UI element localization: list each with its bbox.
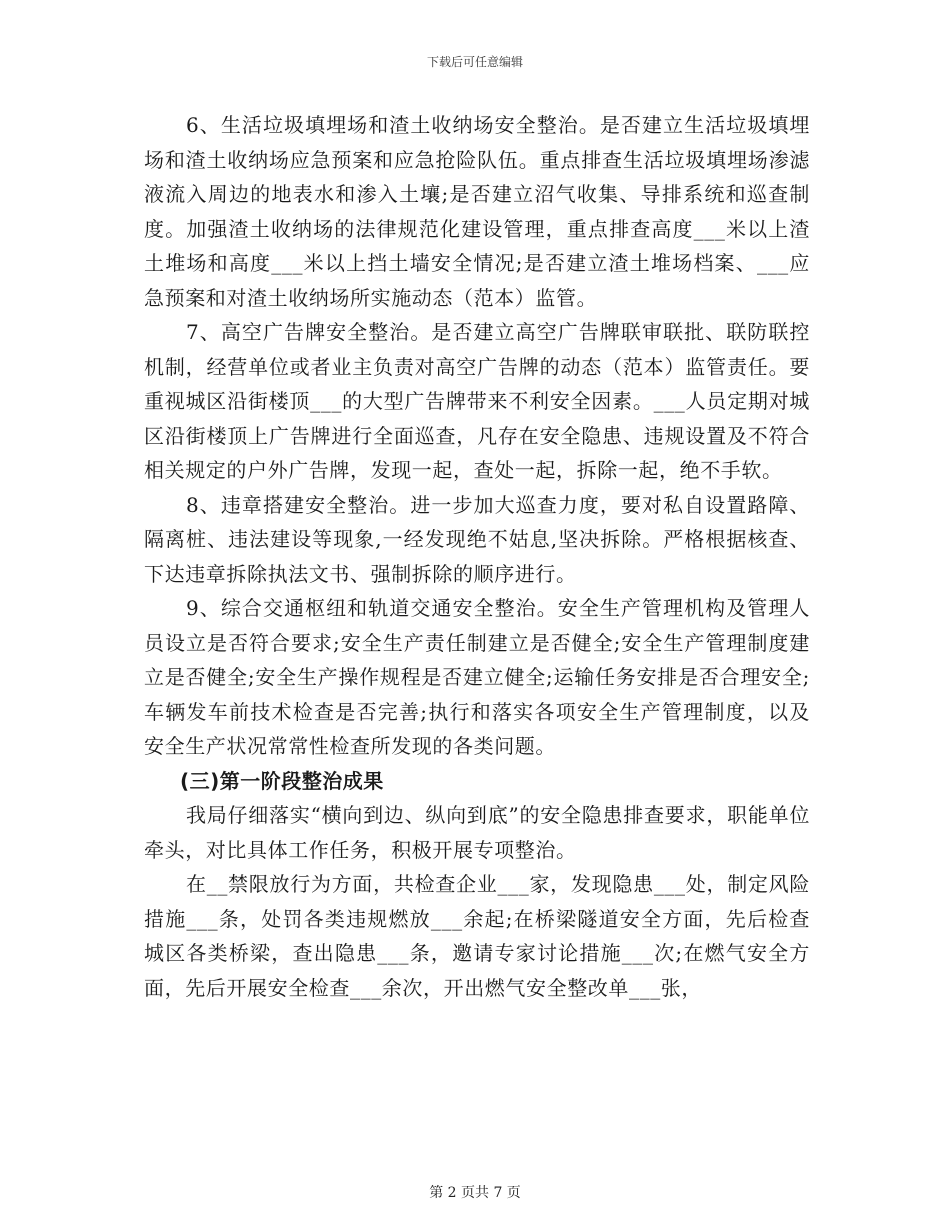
section-heading: (三)第一阶段整治成果	[180, 768, 384, 793]
page-footer: 第 2 页共 7 页	[429, 1185, 521, 1201]
paragraph-statistics: 在__禁限放行为方面，共检查企业___家，发现隐患___处，制定风险措施___条，处罚各类违规燃放___余起;在桥梁隧道安全方面，先后检查城区各类桥梁，查出隐患___条，邀请专家讨论措施___次;在燃气安全方面，先后开展安全检查___余次，开出燃气安全整改单___张，	[144, 872, 810, 1000]
page-header: 下载后可任意编辑	[426, 55, 523, 69]
paragraph-summary: 我局仔细落实“横向到边、纵向到底”的安全隐患排查要求，职能单位牵头，对比具体工作任务，积极开展专项整治。	[144, 803, 810, 862]
document-body	[144, 108, 810, 1005]
paragraph-item-8: 8、违章搭建安全整治。进一步加大巡查力度，要对私自设置路障、隔离桩、违法建设等现象,一经发现绝不姑息,坚决拆除。严格根据核查、下达违章拆除执法文书、强制拆除的顺序进行。	[144, 492, 810, 586]
paragraph-item-7: 7、高空广告牌安全整治。是否建立高空广告牌联审联批、联防联控机制，经营单位或者业主负责对高空广告牌的动态（范本）监管责任。要重视城区沿街楼顶___的大型广告牌带来不利安全因素。___人员定期对城区沿街楼顶上广告牌进行全面巡查，凡存在安全隐患、违规设置及不符合相关规定的户外广告牌，发现一起，查处一起，拆除一起，绝不手软。	[144, 320, 810, 482]
paragraph-item-9: 9、综合交通枢纽和轨道交通安全整治。安全生产管理机构及管理人员设立是否符合要求;安全生产责任制建立是否健全;安全生产管理制度建立是否健全;安全生产操作规程是否建立健全;运输任务安排是否合理安全;车辆发车前技术检查是否完善;执行和落实各项安全生产管理制度，以及安全生产状况常常性检查所发现的各类问题。	[144, 596, 810, 758]
paragraph-item-6: 6、生活垃圾填埋场和渣土收纳场安全整治。是否建立生活垃圾填埋场和渣土收纳场应急预案和应急抢险队伍。重点排查生活垃圾填埋场渗滤液流入周边的地表水和渗入土壤;是否建立沼气收集、导排系统和巡查制度。加强渣土收纳场的法律规范化建设管理，重点排查高度___米以上渣土堆场和高度___米以上挡土墙安全情况;是否建立渣土堆场档案、___应急预案和对渣土收纳场所实施动态（范本）监管。	[144, 113, 810, 310]
